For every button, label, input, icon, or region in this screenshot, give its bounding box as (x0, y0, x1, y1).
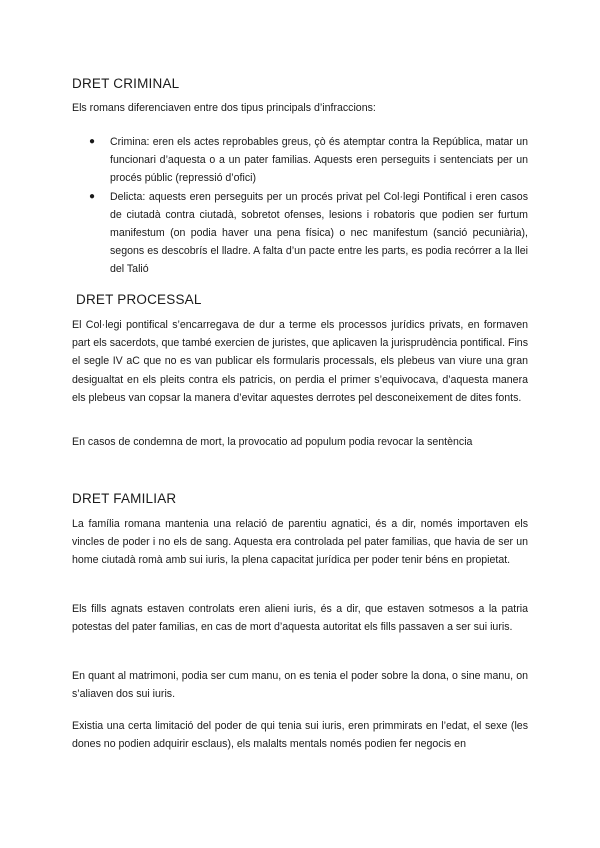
familiar-paragraph-1: La família romana mantenia una relació de parentiu agnatici, és a dir, només importaven els vincles de poder i no els de sang. Aquesta era controlada pel pater familias, que havia de ser un home ciutadà romà amb sui iuris, la plena capacitat jurídica per poder tenir béns en propietat. (72, 518, 528, 567)
criminal-bullet-list (72, 133, 528, 279)
processal-paragraph-1: El Col·legi pontifical s’encarregava de dur a terme els processos jurídics privats, en formaven part els sacerdots, que també exercien de juristes, que aplicaven la jurisprudència pontifical. Fins el segle IV aC que no es van publicar els formularis processals, els plebeus van viure una gran desigualtat en els pleits contra els patricis, on perdia el primer s’equivocava, d’aquesta manera els plebeus van copsar la manera d’evitar aquestes derrotes pel desconeixement de dites fonts. (72, 319, 528, 404)
bullet-delicta-text: Delicta: aquests eren perseguits per un procés privat pel Col·legi Pontifical i eren casos de ciutadà contra ciutadà, sobretot ofenses, lesions i robatoris que podien ser furtum manifestum (on podia haver una pena física) o nec manifestum (sanció pecuniària), segons es descobrís el lladre. A falta d’un pacte entre les parts, es podia recórrer a la llei del Talió (110, 190, 528, 276)
bullet-delicta (72, 188, 528, 279)
heading-dret-processal: DRET PROCESSAL (76, 292, 202, 307)
familiar-paragraph-4: Existia una certa limitació del poder de qui tenia sui iuris, eren primmirats en l’edat, el sexe (les dones no podien adquirir esclaus), els malalts mentals només podien fer negocis en (72, 720, 528, 751)
bullet-icon: ● (89, 136, 96, 147)
heading-dret-criminal: DRET CRIMINAL (72, 76, 180, 91)
familiar-paragraph-2: Els fills agnats estaven controlats eren alieni iuris, és a dir, que estaven sotmesos a la patria potestas del pater familias, en cas de mort d’aquesta autoritat els fills passaven a ser sui iuris. (72, 603, 528, 634)
heading-dret-familiar: DRET FAMILIAR (72, 491, 177, 506)
criminal-intro: Els romans diferenciaven entre dos tipus principals d’infraccions: (72, 102, 376, 114)
processal-paragraph-2: En casos de condemna de mort, la provocatio ad populum podia revocar la sentència (72, 436, 473, 448)
bullet-icon: ● (89, 190, 96, 202)
familiar-paragraph-3: En quant al matrimoni, podia ser cum manu, on es tenia el poder sobre la dona, o sine manu, on s’aliaven dos sui iuris. (72, 670, 528, 701)
bullet-crimina-text: Crimina: eren els actes reprobables greus, çò és atemptar contra la República, matar un funcionari d’aquesta o a un pater familias. Aquests eren perseguits i sentenciats per un procés públic (repressió d’ofici) (110, 136, 528, 185)
bullet-crimina (72, 133, 528, 188)
